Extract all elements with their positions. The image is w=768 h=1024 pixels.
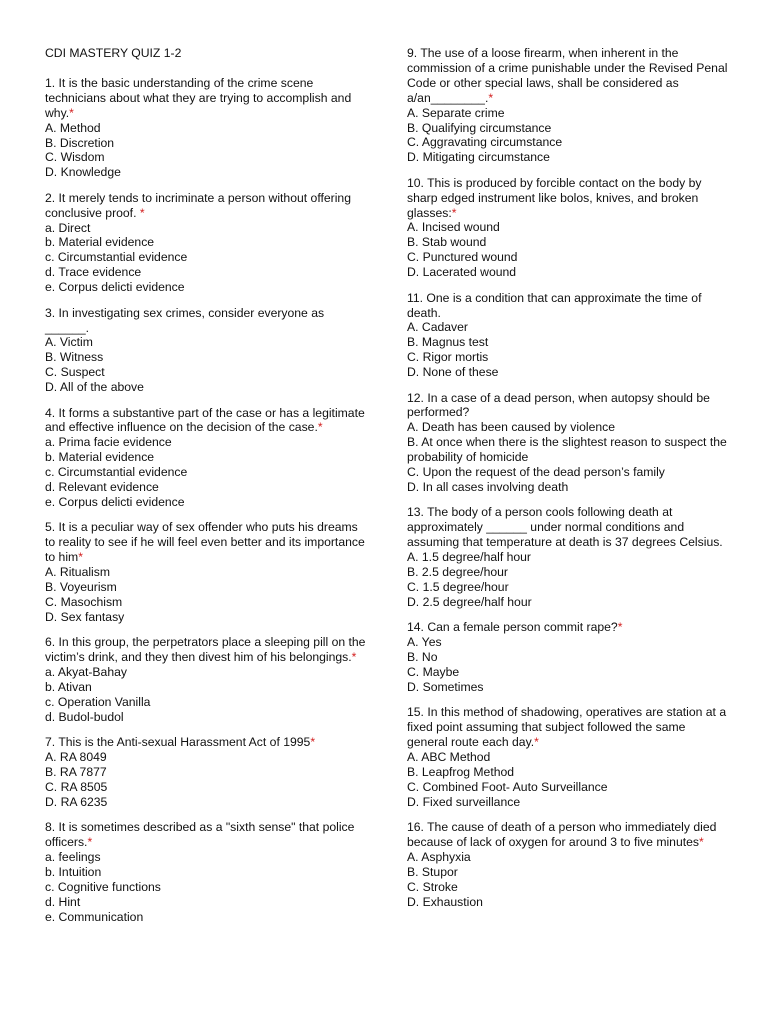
required-asterisk: *: [534, 735, 539, 750]
answer-option: A. Cadaver: [407, 320, 468, 335]
question-stem: [45, 191, 367, 221]
question-text: 1. It is the basic understanding of the crime scene technicians about what they are trying to accomplish and why.: [45, 75, 352, 120]
answer-option: d. Hint: [45, 894, 81, 909]
answer-option: C. Punctured wound: [407, 250, 518, 265]
question-item: [407, 505, 729, 609]
question-item: [407, 46, 729, 165]
question-text: 13. The body of a person cools following death at approximately ______ under normal conditions and assuming that temperature at death is 37 degrees Celsius.: [407, 505, 723, 550]
question-item: [407, 291, 729, 380]
answer-option: A. Death has been caused by violence: [407, 420, 616, 435]
answer-option: C. RA 8505: [45, 779, 108, 794]
question-text: 6. In this group, the perpetrators place a sleeping pill on the victim’s drink, and they then divest him of his belongings.: [45, 635, 366, 665]
answer-option: D. Knowledge: [45, 165, 121, 180]
answer-option: B. Witness: [45, 350, 104, 365]
answer-option: D. None of these: [407, 365, 499, 380]
answer-option: A. Asphyxia: [407, 849, 471, 864]
question-text: 11. One is a condition that can approximate the time of death.: [407, 290, 702, 320]
question-stem: [407, 705, 729, 750]
answer-option: b. Material evidence: [45, 235, 155, 250]
question-text: 3. In investigating sex crimes, consider everyone as ______.: [45, 305, 325, 335]
answer-option: d. Budol-budol: [45, 709, 124, 724]
question-text: 16. The cause of death of a person who immediately died because of lack of oxygen for around 3 to five minutes: [407, 820, 717, 849]
answer-option: b. Intuition: [45, 864, 102, 879]
answer-option: C. Masochism: [45, 594, 123, 609]
question-item: [407, 705, 729, 809]
answer-option: a. Akyat-Bahay: [45, 665, 127, 680]
answer-option: c. Circumstantial evidence: [45, 250, 188, 265]
answer-option: A. Ritualism: [45, 565, 111, 580]
question-item: [45, 306, 367, 395]
question-item: [407, 620, 729, 695]
answer-option: b. Ativan: [45, 679, 92, 694]
question-item: [407, 391, 729, 495]
question-text: 7. This is the Anti-sexual Harassment Act of 1995: [45, 735, 311, 750]
question-text: 14. Can a female person commit rape?: [407, 620, 618, 635]
answer-option: B. Leapfrog Method: [407, 764, 515, 779]
question-item: [45, 520, 367, 624]
answer-option: C. Upon the request of the dead person’s family: [407, 465, 665, 480]
required-asterisk: *: [317, 420, 323, 435]
question-item: [45, 820, 367, 924]
required-asterisk: *: [699, 835, 704, 849]
answer-option: D. All of the above: [45, 380, 144, 395]
answer-option: d. Trace evidence: [45, 265, 142, 280]
required-asterisk: *: [451, 205, 457, 220]
answer-option: A. Victim: [45, 335, 93, 350]
required-asterisk: *: [139, 205, 145, 220]
question-text: 2. It merely tends to incriminate a person without offering conclusive proof.: [45, 190, 351, 220]
question-stem: [45, 520, 367, 565]
answer-option: a. Prima facie evidence: [45, 435, 172, 450]
question-item: [45, 635, 367, 724]
answer-option: D. Sex fantasy: [45, 609, 125, 624]
question-text: 12. In a case of a dead person, when autopsy should be performed?: [407, 390, 710, 420]
required-asterisk: *: [351, 650, 357, 665]
answer-option: B. Magnus test: [407, 335, 489, 350]
question-list-left: [45, 76, 367, 925]
question-item: [407, 820, 729, 909]
answer-option: c. Circumstantial evidence: [45, 465, 188, 480]
question-text: 5. It is a peculiar way of sex offender who puts his dreams to reality to see if he will feel even better and its importance to him: [45, 520, 365, 565]
question-stem: [45, 635, 367, 665]
answer-option: C. Stroke: [407, 879, 458, 894]
answer-option: c. Cognitive functions: [45, 879, 161, 894]
page-title: CDI MASTERY QUIZ 1-2: [45, 46, 182, 60]
answer-option: e. Corpus delicti evidence: [45, 280, 185, 295]
question-item: [45, 406, 367, 510]
answer-option: b. Material evidence: [45, 450, 155, 465]
question-stem: [45, 406, 367, 436]
answer-option: a. feelings: [45, 850, 101, 864]
answer-option: C. Suspect: [45, 365, 105, 380]
answer-option: d. Relevant evidence: [45, 480, 159, 495]
answer-option: C. Combined Foot- Auto Surveillance: [407, 779, 608, 794]
question-stem: [407, 820, 729, 850]
answer-option: D. RA 6235: [45, 794, 108, 809]
answer-option: D. Fixed surveillance: [407, 794, 521, 809]
answer-option: A. Method: [45, 120, 101, 135]
answer-option: B. Discretion: [45, 135, 115, 150]
answer-option: A. Incised wound: [407, 220, 500, 235]
question-item: [407, 176, 729, 280]
question-stem: [407, 505, 729, 550]
question-list-right: [407, 46, 729, 910]
required-asterisk: *: [617, 620, 623, 635]
answer-option: C. 1.5 degree/hour: [407, 579, 509, 594]
answer-option: C. Aggravating circumstance: [407, 135, 563, 150]
answer-option: B. Stupor: [407, 864, 458, 879]
question-item: [45, 735, 367, 810]
question-stem: [407, 391, 729, 421]
question-stem: [407, 46, 729, 106]
answer-option: D. 2.5 degree/half hour: [407, 594, 532, 609]
required-asterisk: *: [69, 105, 74, 120]
answer-option: B. Stab wound: [407, 235, 487, 250]
answer-option: D. Exhaustion: [407, 894, 483, 909]
answer-option: C. Rigor mortis: [407, 350, 489, 365]
answer-option: e. Communication: [45, 909, 144, 924]
required-asterisk: *: [78, 550, 83, 565]
answer-option: B. 2.5 degree/hour: [407, 565, 508, 579]
required-asterisk: *: [488, 90, 494, 105]
answer-option: D. Sometimes: [407, 679, 484, 694]
answer-option: B. No: [407, 650, 438, 665]
answer-option: A. 1.5 degree/half hour: [407, 550, 531, 565]
question-item: [45, 76, 367, 180]
answer-option: B. Qualifying circumstance: [407, 120, 552, 135]
question-stem: [45, 735, 367, 750]
answer-option: B. Voyeurism: [45, 580, 117, 594]
answer-option: D. Mitigating circumstance: [407, 150, 550, 165]
answer-option: A. Separate crime: [407, 105, 505, 120]
required-asterisk: *: [87, 835, 93, 850]
answer-option: B. RA 7877: [45, 764, 107, 779]
answer-option: C. Maybe: [407, 664, 460, 679]
answer-option: C. Wisdom: [45, 150, 105, 165]
question-text: 8. It is sometimes described as a "sixth sense" that police officers.: [45, 820, 355, 850]
answer-option: D. In all cases involving death: [407, 479, 569, 494]
question-stem: [45, 306, 367, 336]
left-column: [45, 46, 367, 935]
right-column: [407, 46, 729, 920]
answer-option: c. Operation Vanilla: [45, 694, 151, 709]
answer-option: A. RA 8049: [45, 750, 107, 765]
answer-option: e. Corpus delicti evidence: [45, 494, 185, 509]
answer-option: B. At once when there is the slightest reason to suspect the probability of homicide: [407, 435, 727, 465]
question-item: [45, 191, 367, 295]
question-stem: [407, 176, 729, 221]
answer-option: a. Direct: [45, 220, 91, 235]
question-text: 9. The use of a loose firearm, when inherent in the commission of a crime punishable under the Revised Penal Code or other special laws, shall be considered as a/an________.: [407, 46, 728, 105]
question-stem: [407, 620, 729, 635]
question-text: 4. It forms a substantive part of the case or has a legitimate and effective influence on the decision of the case.: [45, 405, 365, 435]
answer-option: A. Yes: [407, 635, 442, 650]
required-asterisk: *: [310, 735, 316, 750]
question-stem: [45, 76, 367, 121]
question-text: 10. This is produced by forcible contact on the body by sharp edged instrument like bolos, knives, and broken glasses:: [407, 175, 702, 220]
question-text: 15. In this method of shadowing, operatives are station at a fixed point assuming that subject followed the same general route each day.: [407, 705, 727, 750]
answer-option: D. Lacerated wound: [407, 265, 517, 280]
question-stem: [407, 291, 729, 321]
question-stem: [45, 820, 367, 850]
answer-option: A. ABC Method: [407, 749, 491, 764]
